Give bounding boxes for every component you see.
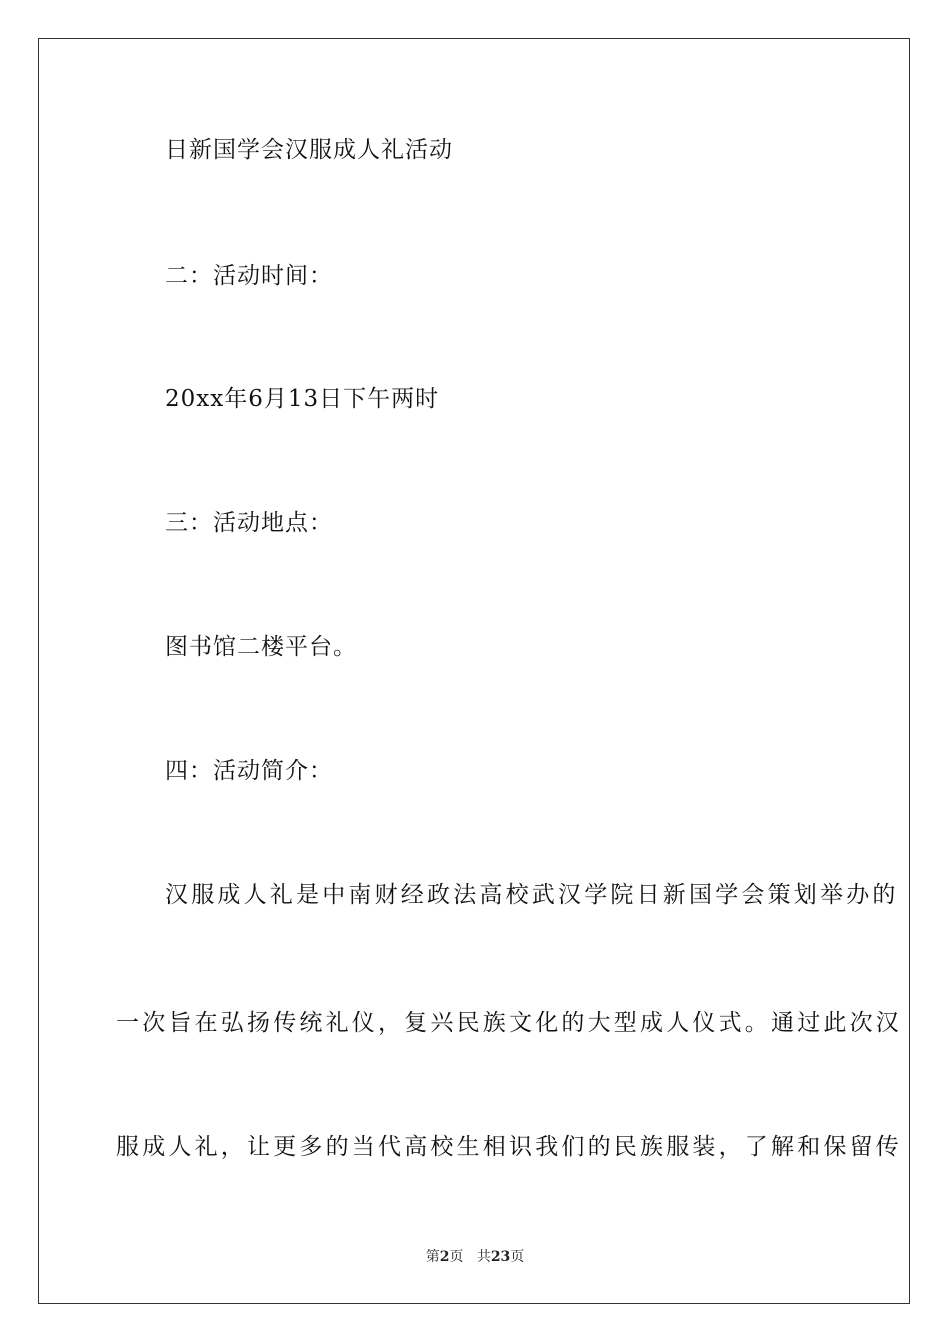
footer-total-suffix: 页 [510, 1249, 525, 1265]
paragraph-line-2: 一次旨在弘扬传统礼仪，复兴民族文化的大型成人仪式。通过此次汉 [116, 1010, 902, 1036]
heading-activity-intro: 四：活动简介： [165, 758, 333, 784]
text-line-activity-name: 日新国学会汉服成人礼活动 [165, 137, 453, 163]
footer-page-suffix: 页 [449, 1249, 464, 1265]
page-border [38, 38, 910, 1304]
paragraph-line-1: 汉服成人礼是中南财经政法高校武汉学院日新国学会策划举办的 [165, 882, 899, 908]
paragraph-line-3: 服成人礼，让更多的当代高校生相识我们的民族服装，了解和保留传 [116, 1134, 902, 1160]
footer-page-number: 2 [439, 1249, 450, 1265]
footer-total-pages: 23 [490, 1249, 511, 1265]
text-line-activity-location: 图书馆二楼平台。 [165, 634, 357, 660]
heading-activity-location: 三：活动地点： [165, 510, 333, 536]
footer-total-prefix: 共 [476, 1249, 491, 1265]
footer-page-prefix: 第 [425, 1249, 440, 1265]
text-line-activity-time: 20xx年6月13日下午两时 [165, 386, 440, 412]
page-footer [0, 1248, 950, 1266]
heading-activity-time: 二：活动时间： [165, 263, 333, 289]
